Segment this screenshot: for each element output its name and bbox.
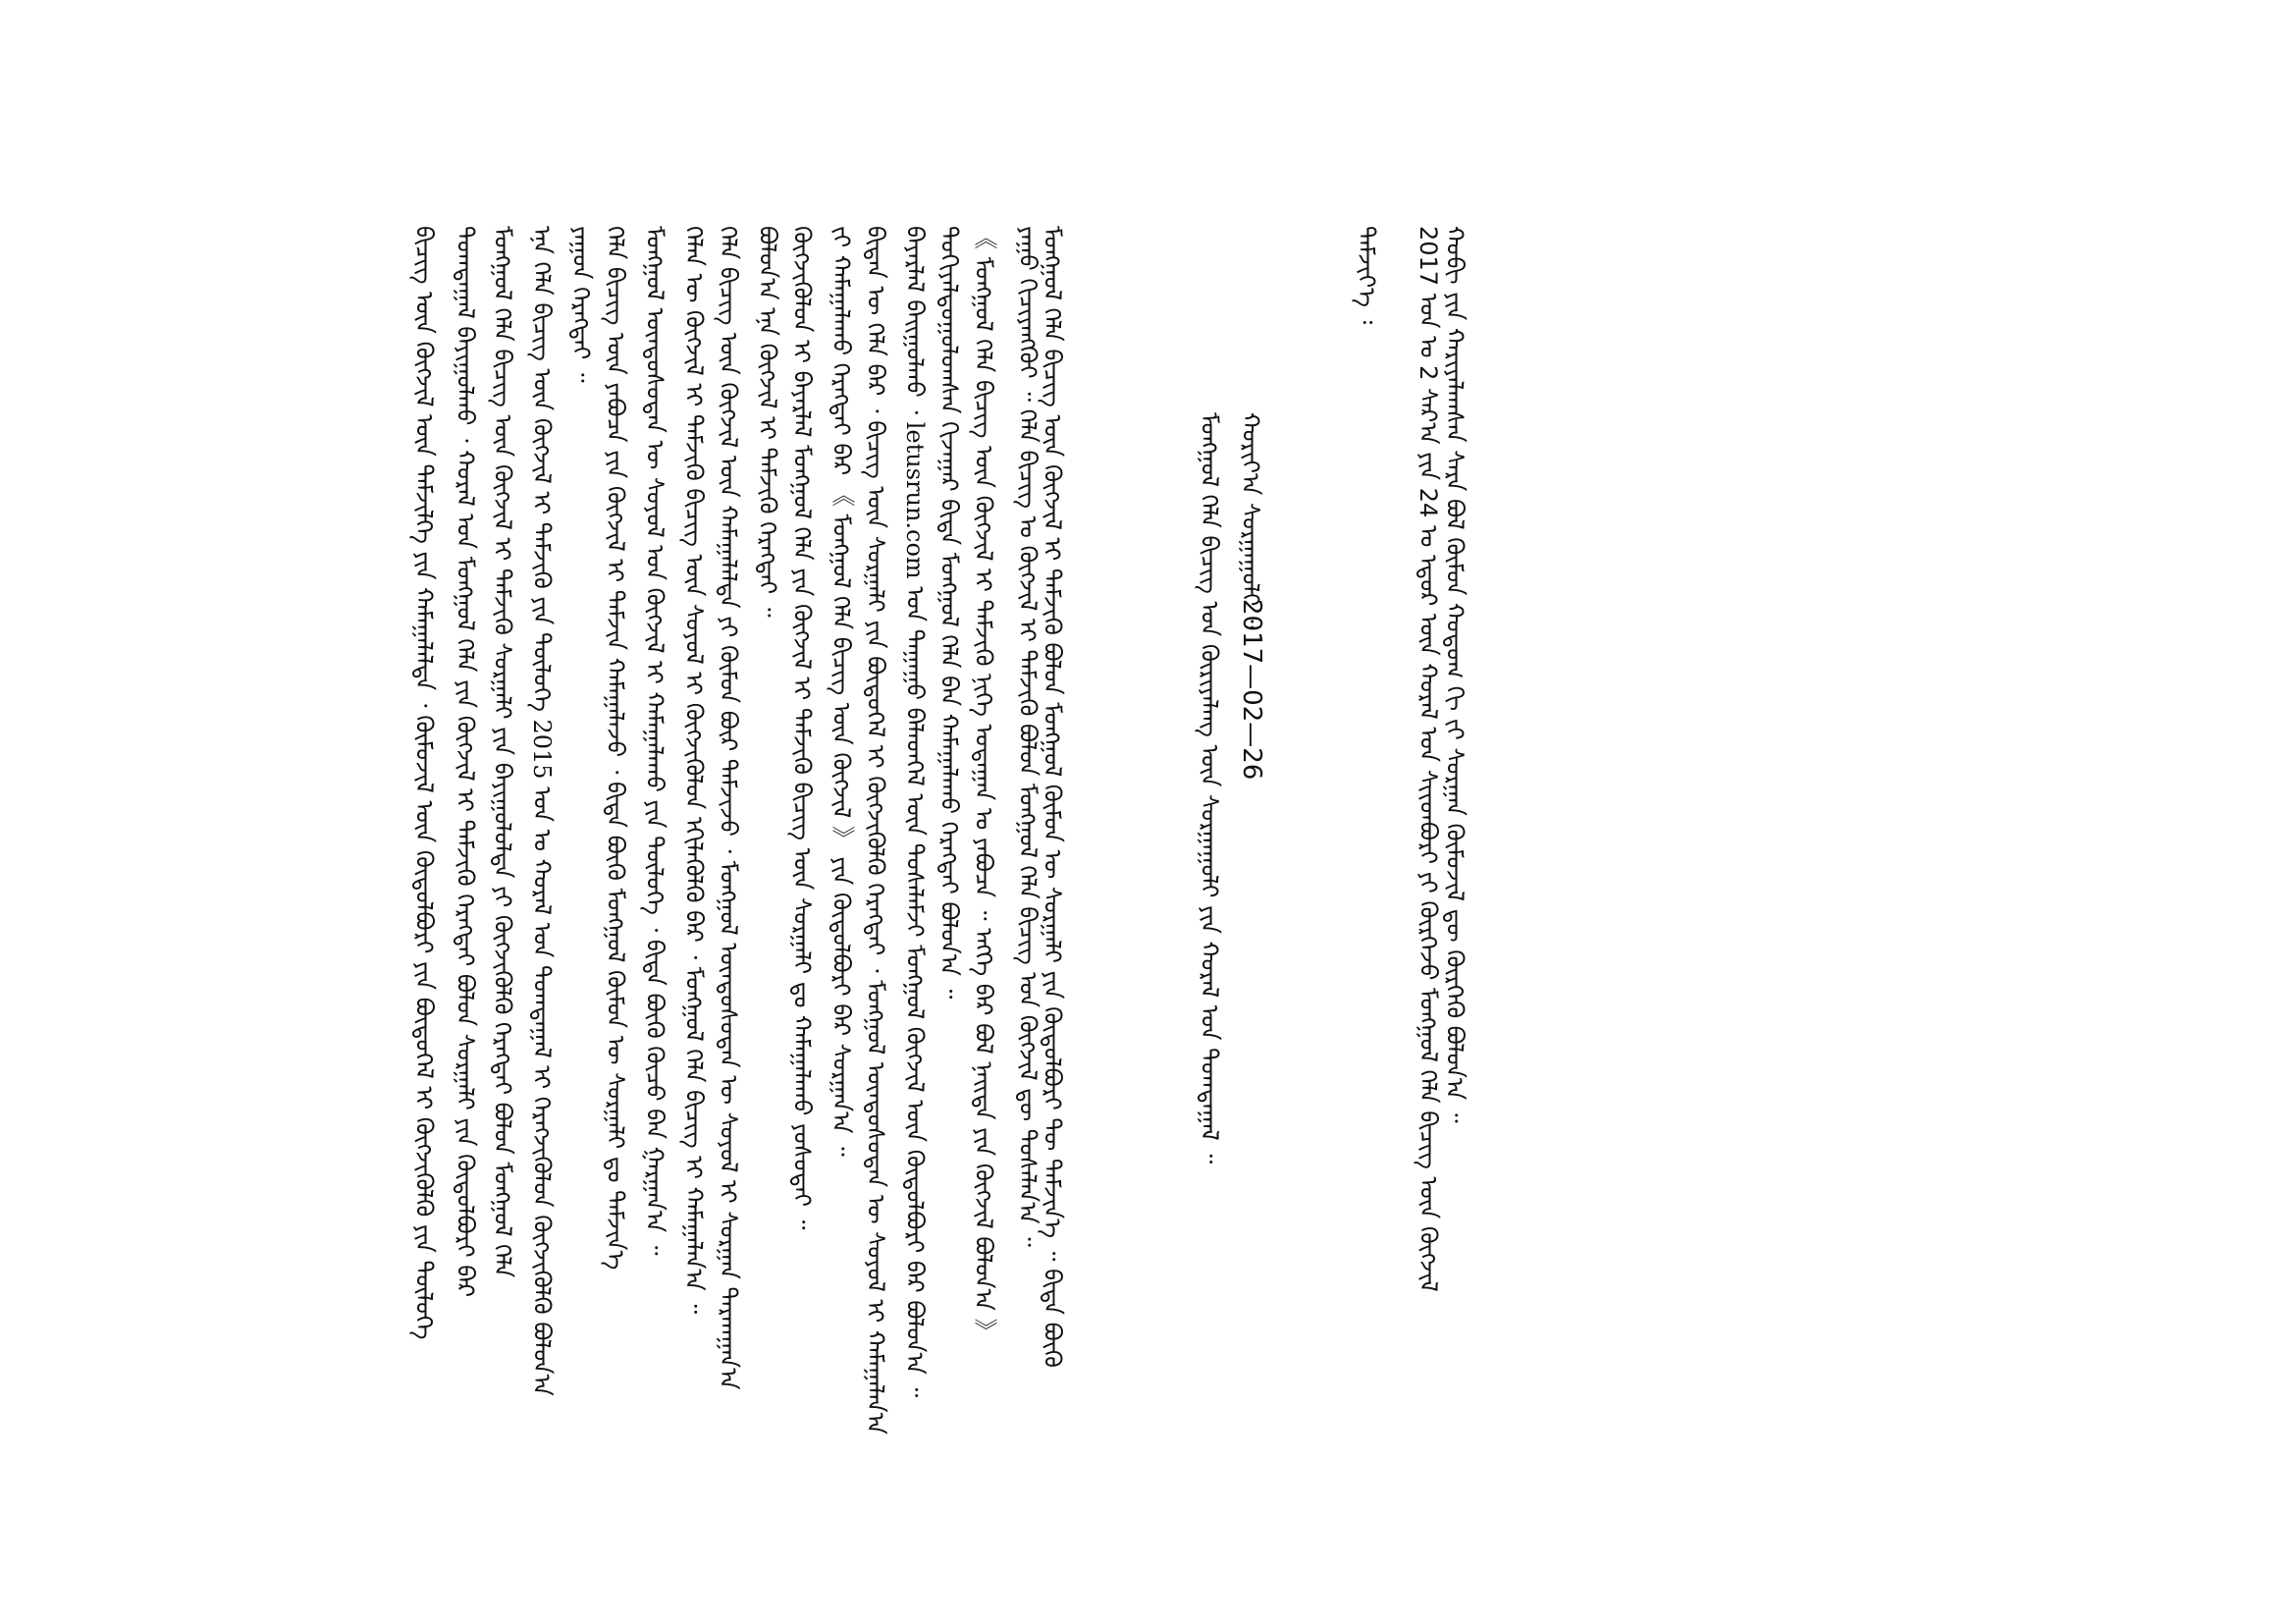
text-line-19: ᠬᠡᠯᠡ ᠪᠢᠴᠢᠭ ᠦᠨ ᠶᠠᠪᠤᠴᠠ ᠶᠢᠨ ᠬᠥᠭᠵᠢᠯ ᠢ ᠳᠡᠮᠵᠢᠨ ᠬᠠᠮᠠᠭᠠᠯᠠᠵᠤ ᠂ ᠪᠢᠳᠡ ᠪᠦᠬᠦ ᠮᠣᠩᠭᠣᠯ ᠬᠦᠮᠦᠨ ᠦ ᠰᠤᠷᠭᠠᠯᠢ ᠳᠤ ᠳᠡᠮᠵᠢᠨ᠎ᠡ	[602, 226, 629, 1271]
text-line-9: 《 ᠮᠣᠩᠭᠣᠯ ᠬᠡᠯᠡ ᠪᠢᠴᠢᠭ ᠦᠨ ᠬᠥᠭᠵᠢᠯ ᠢ ᠳᠡᠮᠵᠢᠬᠦ ᠨᠢᠭᠡ ᠤᠳᠠᠭᠠᠨ ᠤ ᠶᠠᠪᠤᠴᠠ ᠃ ᠡᠩᠭᠡ ᠪᠡᠷ ᠪᠣᠯ ᠨᠡᠢᠲᠡ ᠶᠢᠨ ᠬᠥᠭᠵᠢᠯ ᠪᠣᠯᠣᠨ᠎ᠠ 》	[970, 226, 997, 1342]
text-line-7: ᠮᠣᠩᠭᠣᠯ ᠬᠡᠯᠡ ᠪᠢᠴᠢᠭ ᠦᠨ ᠬᠥᠭᠵᠢᠯ ᠢ ᠳᠡᠮᠵᠢᠬᠦ ᠪᠣᠯᠤᠨ ᠮᠣᠩᠭᠣᠯ ᠬᠦᠮᠦᠨ ᠦ ᠰᠤᠷᠭᠠᠯᠢ ᠶᠢᠨ ᠬᠥᠲᠦᠯᠪᠦᠷᠢ ᠲᠦ ᠳᠡᠮᠵᠢᠨ᠎ᠡ ᠃ ᠪᠢᠳᠡ ᠪᠦᠬᠦ	[1039, 226, 1066, 1368]
text-line-2: 2017 ᠣᠨ ᠤ 2 ᠰᠠᠷ᠎ᠠ ᠶᠢᠨ 24 ᠤ ᠡᠳᠦᠷ ᠦᠨ ᠬᠤᠷᠠᠯ ᠤᠨ ᠰᠢᠢᠳᠪᠦᠷᠢ ᠶᠢ ᠬᠦᠷᠭᠡᠵᠦ ᠮᠣᠩᠭᠣᠯ ᠬᠡᠯᠡ ᠪᠢᠴᠢᠭ ᠦᠨ ᠬᠥᠭᠵᠢᠯ	[1415, 226, 1442, 1292]
text-line-22: ᠮᠣᠩᠭᠣᠯ ᠬᠡᠯᠡ ᠪᠢᠴᠢᠭ ᠦᠨ ᠬᠥᠭᠵᠢᠯ ᠢ ᠳᠡᠮᠵᠢᠬᠦ ᠰᠤᠷᠭᠠᠯᠢ ᠶᠢᠨ ᠪᠠᠶᠢᠭᠤᠯᠤᠯᠲᠠ ᠶᠢ ᠬᠥᠭᠵᠢᠭᠦᠯᠬᠦ ᠬᠡᠷᠡᠭᠲᠡᠢ ᠪᠣᠯᠤᠨ ᠮᠣᠩᠭᠣᠯ ᠬᠡᠯᠡ	[489, 226, 516, 1278]
text-line-18: ᠮᠣᠩᠭᠣᠯ ᠦᠨᠳᠦᠰᠦᠲᠡᠨ ᠦ ᠰᠣᠶᠣᠯ ᠤᠨ ᠬᠥᠭᠵᠢᠯ ᠢ ᠬᠠᠮᠠᠭᠠᠯᠠᠬᠤ ᠶᠢᠨ ᠲᠥᠯᠦᠭᠡ ᠂ ᠪᠢᠳᠡ ᠪᠦᠬᠦ ᠬᠦᠴᠦ ᠪᠡᠨ ᠭᠠᠷᠭᠠᠨ᠎ᠠ ᠃	[641, 226, 668, 1256]
text-line-23: ᠲᠣᠭᠲᠠᠭᠠᠯ ᠪᠠᠶᠢᠭᠤᠯᠬᠤ ᠂ ᠬᠤᠷᠠᠯ ᠤᠨ ᠮᠣᠩᠭᠣᠯ ᠬᠡᠯᠡ ᠶᠢᠨ ᠬᠥᠭᠵᠢᠯ ᠢ ᠳᠡᠮᠵᠢᠬᠦ ᠬᠡᠷᠡᠭᠲᠡᠢ ᠪᠣᠯᠣᠨ ᠰᠤᠷᠭᠠᠯᠢ ᠶᠢᠨ ᠬᠥᠲᠦᠯᠪᠦᠷᠢ ᠪᠡᠷ	[452, 226, 479, 1298]
signature-title: ᠮᠣᠩᠭᠣᠯ ᠬᠡᠯᠡ ᠪᠢᠴᠢᠭ ᠤᠨ ᠬᠦᠷᠢᠶᠡᠯᠡᠩ ᠦᠨ ᠰᠤᠷᠭᠠᠭᠤᠯᠢ ᠶᠢᠨ ᠬᠤᠷᠠᠯ ᠤᠨ ᠲᠣᠭᠲᠠᠭᠠᠯ ᠃	[1196, 412, 1223, 1164]
text-line-14: ᠬᠥᠭᠵᠢᠭᠦᠯᠦᠨ ᠢ ᠪᠠᠶᠠᠷᠯᠠᠯ ᠮᠣᠩᠭᠣᠯ ᠬᠡᠯᠡ ᠶᠢᠨ ᠬᠥᠭᠵᠢᠯ ᠢ ᠳᠡᠮᠵᠢᠬᠦ ᠪᠢᠴᠢᠭ ᠦᠨ ᠰᠤᠷᠭᠠᠯᠢ ᠳᠤ ᠬᠠᠮᠠᠭᠠᠯᠠᠬᠤ ᠶᠣᠰᠣᠲᠠᠢ ᠃	[788, 226, 816, 1230]
text-line-8: ᠶᠠᠭᠤ ᠬᠢᠴᠢᠶᠡᠩᠭᠦᠢ ᠃ ᠬᠡᠯᠡ ᠪᠢᠴᠢᠭ ᠤ ᠬᠥᠭᠵᠢᠯ ᠢ ᠳᠡᠮᠵᠢᠬᠦ ᠪᠣᠯᠣᠨ ᠮᠣᠩᠭᠣᠯ ᠬᠡᠯᠡ ᠪᠢᠴᠢᠭ ᠤᠨ ᠬᠥᠭᠵᠢᠯ ᠳᠦ ᠲᠤᠰᠠᠯᠠᠨ᠎ᠠ ᠃	[1014, 226, 1041, 1247]
text-line-10: ᠲᠣᠬᠢᠶᠠᠯᠳᠤᠭᠤᠯᠤᠭᠰᠠᠨ ᠬᠢᠵᠠᠭᠠᠷ ᠪᠢᠳᠡ ᠮᠣᠩᠭᠣᠯ ᠬᠡᠯᠡ ᠪᠡᠨ ᠬᠠᠮᠠᠭᠠᠯᠠᠬᠤ ᠬᠡᠷᠡᠭᠲᠡᠢ ᠪᠣᠯᠤᠨ᠎ᠠ ᠃	[935, 226, 963, 1000]
signature-date: 2017—02—26	[1237, 599, 1266, 781]
text-line-11: ᠪᠠᠶᠠᠷᠯᠠᠯ ᠪᠠᠢᠭᠤᠯᠬᠤ ᠂ letusrun.com ᠤᠨ ᠳᠠᠭᠠᠭᠤ ᠪᠡᠯᠡᠳᠬᠡᠯ ᠦᠨ ᠲᠤᠰᠠᠯᠠᠮᠵᠢ ᠮᠣᠩᠭᠣᠯ ᠬᠥᠭᠵᠢᠯ ᠦᠨ ᠬᠥᠲᠦᠯᠪᠦᠷᠢ ᠪᠡᠷ ᠪᠣᠯᠤᠨ᠎ᠠ ᠃	[901, 226, 929, 1398]
signature-org: ᠬᠣᠷᠢᠶ᠎ᠠ ᠰᠤᠷᠭᠠᠭᠤᠯᠢ ᠃	[1237, 412, 1264, 629]
text-line-12: ᠪᠢᠳᠡᠨ ᠦ ᠬᠡᠯᠡ ᠪᠡᠷ ᠂ ᠪᠢᠴᠢᠭ ᠦᠨ ᠰᠤᠷᠭᠠᠯᠢ ᠶᠢᠨ ᠪᠦᠲᠦᠭᠡᠯ ᠢ ᠬᠥᠭᠵᠢᠭᠦᠯᠬᠦ ᠬᠡᠷᠡᠭᠲᠡᠢ ᠂ ᠮᠣᠩᠭᠣᠯ ᠦᠨᠳᠦᠰᠦᠲᠡᠨ ᠦ ᠰᠣᠶᠣᠯ ᠢ ᠬᠠᠮᠠᠭᠠᠯᠠᠨ᠎ᠠ	[862, 226, 889, 1435]
text-line-24: ᠪᠢᠴᠢᠭ ᠦᠨ ᠬᠥᠭᠵᠢᠯ ᠦᠨ ᠳᠡᠮᠵᠢᠯᠭᠡ ᠶᠢᠨ ᠬᠠᠮᠠᠭᠠᠯᠠᠯᠲᠠ ᠂ ᠬᠦᠮᠦᠵᠢᠯ ᠦᠨ ᠬᠥᠲᠦᠯᠪᠦᠷᠢ ᠶᠢᠨ ᠪᠦᠲᠦᠭᠡᠯ ᠢ ᠬᠥᠭᠵᠢᠭᠦᠯᠬᠦ ᠶᠢᠨ ᠲᠥᠯᠦᠭᠡ	[410, 226, 438, 1340]
text-line-3: ᠳᠡᠮᠵᠢᠶ᠎ᠡ ᠄	[1353, 226, 1380, 325]
text-line-13: ᠵᠢ ᠬᠠᠮᠠᠭᠠᠯᠠᠬᠤ ᠬᠡᠷᠡᠭᠲᠡᠢ ᠪᠡᠷ 《 ᠮᠣᠩᠭᠣᠯ ᠬᠡᠯᠡ ᠪᠢᠴᠢᠭ ᠦᠨ ᠬᠥᠭᠵᠢᠯ 》 ᠶᠢᠨ ᠬᠥᠲᠦᠯᠪᠦᠷᠢ ᠪᠠᠷ ᠰᠤᠷᠭᠠᠨ᠎ᠠ ᠃	[828, 226, 855, 1157]
text-line-16: ᠬᠡᠯᠡ ᠪᠢᠴᠢᠭ ᠦᠨ ᠬᠥᠭᠵᠢᠯ ᠦᠨ ᠬᠠᠮᠠᠭᠠᠯᠠᠯᠲᠠ ᠶᠢ ᠬᠦᠮᠦᠨ ᠪᠦᠷ ᠳᠡᠮᠵᠢᠵᠦ ᠂ ᠮᠣᠩᠭᠣᠯ ᠦᠨᠳᠦᠰᠦᠲᠡᠨ ᠦ ᠰᠣᠶᠣᠯ ᠢ ᠰᠤᠷᠭᠠᠨ ᠲᠠᠷᠬᠠᠭᠠᠨ᠎ᠠ	[715, 226, 742, 1390]
text-line-15: ᠪᠣᠯᠣᠨ᠎ᠠ ᠡᠨᠡ ᠬᠥᠭᠵᠢᠯ ᠢ ᠳᠡᠮᠵᠢᠬᠦ ᠬᠡᠷᠡᠭᠲᠡᠢ ᠃	[754, 226, 781, 618]
text-line-20: ᠶᠠᠭᠤᠨ ᠬᠡᠷᠡᠭᠲᠡᠢ ᠃	[567, 226, 595, 383]
text-line-21: ᠡᠨᠡ ᠬᠡᠯᠡ ᠪᠢᠴᠢᠭ ᠦᠨ ᠬᠥᠭᠵᠢᠯ ᠢ ᠳᠡᠮᠵᠢᠬᠦ ᠶᠢᠨ ᠲᠥᠯᠦᠭᠡ 2015 ᠣᠨ ᠤ ᠬᠤᠷᠠᠯ ᠤᠨ ᠲᠣᠭᠲᠠᠭᠠᠯ ᠢ ᠬᠡᠷᠡᠭᠵᠢᠭᠦᠯᠦᠨ ᠬᠥᠭᠵᠢᠭᠦᠯᠬᠦ ᠪᠣᠯᠣᠨ᠎ᠠ	[528, 226, 556, 1396]
text-line-17: ᠬᠡᠯᠡᠨ ᠦ ᠬᠥᠭᠵᠢᠯ ᠢ ᠳᠡᠮᠵᠢᠬᠦ ᠪᠢᠴᠢᠭ ᠦᠨ ᠰᠣᠶᠣᠯ ᠢ ᠬᠥᠭᠵᠢᠭᠦᠯᠦᠨ ᠡᠬᠢᠯᠡᠭᠦᠯᠬᠦ ᠪᠠᠷ ᠂ ᠮᠣᠩᠭᠣᠯ ᠬᠡᠯᠡ ᠪᠢᠴᠢᠭ ᠢ ᠬᠠᠮᠠᠭᠠᠯᠠᠨ᠎ᠠ ᠃	[680, 226, 708, 1315]
text-line-1: ᠬᠣᠪᠢ ᠶᠢᠨ ᠬᠠᠷᠢᠶᠠᠯᠠᠭᠰᠠᠨ ᠰᠠᠷᠠ ᠪᠣᠯ ᠬᠥᠮᠦᠨ ᠬᠤᠲᠤᠭ ᠬᠢ ᠵᠢ ᠰᠤᠷᠭᠠᠨ ᠬᠦᠮᠦᠵᠢᠯ ᠳᠦ ᠬᠦᠷᠭᠡᠬᠦ ᠪᠣᠯᠣᠨ᠎ᠠ ᠃	[1441, 226, 1468, 1123]
